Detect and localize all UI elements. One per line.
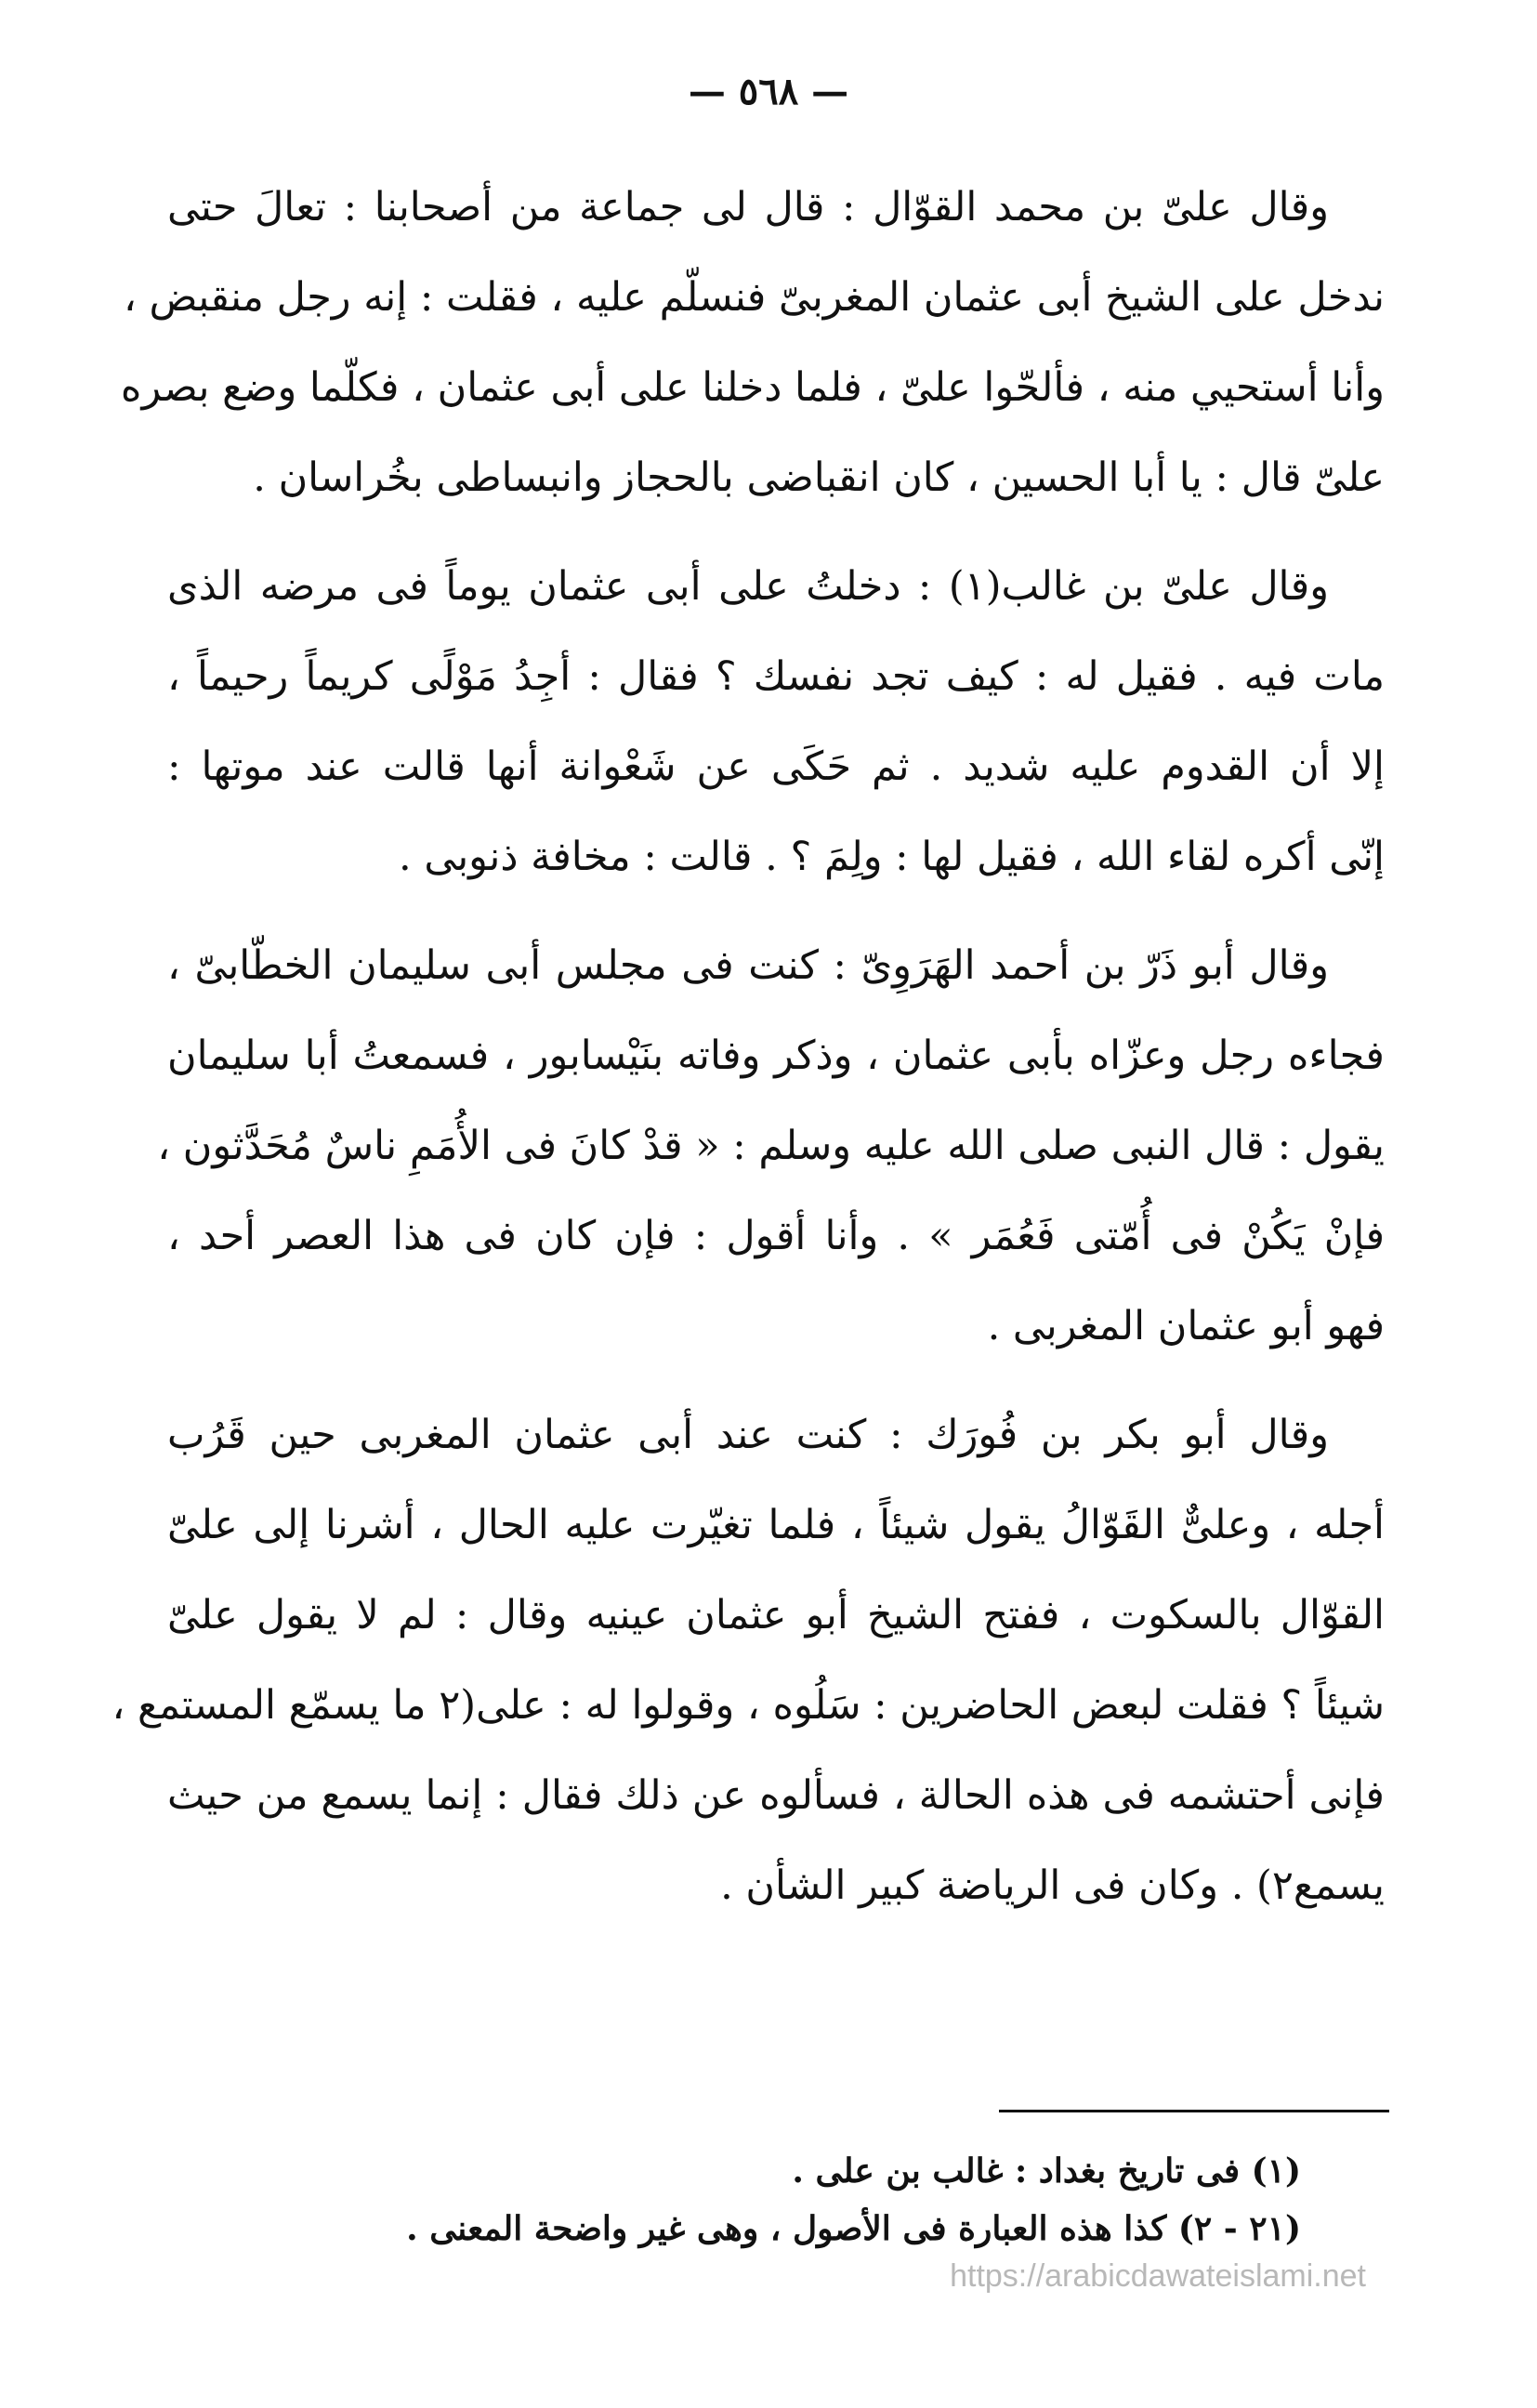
text-line: إنّى أكره لقاء الله ، فقيل لها : ولِمَ ؟ . قالت : مخافة ذنوبى . [399,834,1385,880]
paragraph-abu-dharr [157,921,1385,1372]
text-line: فإنْ يَكُنْ فى أُمّتى فَعُمَر » . وأنا أقول : فإن كان فى هذا العصر أحد ، [167,1213,1385,1259]
page-number: — ٥٦٨ — [688,70,849,113]
footnote-1: (١) فى تاريخ بغداد : غالب بن على . [792,2151,1301,2191]
text-line: وقال علىّ بن محمد القوّال : قال لى جماعة من أصحابنا : تعالَ حتى [167,184,1329,230]
text-line: فهو أبو عثمان المغربى . [987,1303,1385,1349]
text-line: ندخل على الشيخ أبى عثمان المغربىّ فنسلّم عليه ، فقلت : إنه رجل منقبض ، [124,274,1385,321]
text-line: إلا أن القدوم عليه شديد . ثم حَكَى عن شَعْوانة أنها قالت عند موتها : [167,743,1385,790]
watermark-url: https://arabicdawateislami.net [950,2258,1366,2294]
text-line: يقول : قال النبى صلى الله عليه وسلم : « قدْ كانَ فى الأُمَمِ ناسٌ مُحَدَّثون ، [157,1123,1385,1169]
text-line: فجاءه رجل وعزّاه بأبى عثمان ، وذكر وفاته بنَيْسابور ، فسمعتُ أبا سليمان [167,1033,1385,1079]
text-line: علىّ قال : يا أبا الحسين ، كان انقباضى بالحجاز وانبساطى بخُراسان . [253,454,1385,501]
text-line: القوّال بالسكوت ، ففتح الشيخ أبو عثمان عينيه وقال : لم لا يقول علىّ [167,1592,1385,1638]
paragraph-ali-bin-muhammad [120,163,1385,523]
paragraph-abu-bakr [112,1390,1385,1931]
footnote-2: (٢١ - ٢) كذا هذه العبارة فى الأصول ، وهى غير واضحة المعنى . [406,2209,1301,2248]
text-line: مات فيه . فقيل له : كيف تجد نفسك ؟ فقال : أجِدُ مَوْلًى كريماً رحيماً ، [167,653,1385,700]
footnote-divider [999,2110,1389,2112]
text-line: فإنى أحتشمه فى هذه الحالة ، فسألوه عن ذلك فقال : إنما يسمع من حيث [167,1772,1385,1819]
text-line: وقال علىّ بن غالب(١) : دخلتُ على أبى عثمان يوماً فى مرضه الذى [167,563,1329,610]
paragraph-ali-bin-ghalib [167,542,1385,902]
footnotes [279,2142,1301,2257]
body-text [112,163,1385,1950]
text-line: وقال أبو بكر بن فُورَك : كنت عند أبى عثمان المغربى حين قَرُب [167,1412,1329,1458]
text-line: شيئاً ؟ فقلت لبعض الحاضرين : سَلُوه ، وقولوا له : على(٢ ما يسمّع المستمع ، [112,1682,1385,1729]
text-line: وقال أبو ذَرّ بن أحمد الهَرَوِىّ : كنت فى مجلس أبى سليمان الخطّابىّ ، [167,942,1329,989]
text-line: أجله ، وعلىٌّ القَوّالُ يقول شيئاً ، فلما تغيّرت عليه الحال ، أشرنا إلى علىّ [167,1502,1385,1548]
text-line: وأنا أستحيي منه ، فألحّوا علىّ ، فلما دخلنا على أبى عثمان ، فكلّما وضع بصره [120,364,1385,411]
text-line: يسمع٢) . وكان فى الرياضة كبير الشأن . [720,1862,1385,1909]
